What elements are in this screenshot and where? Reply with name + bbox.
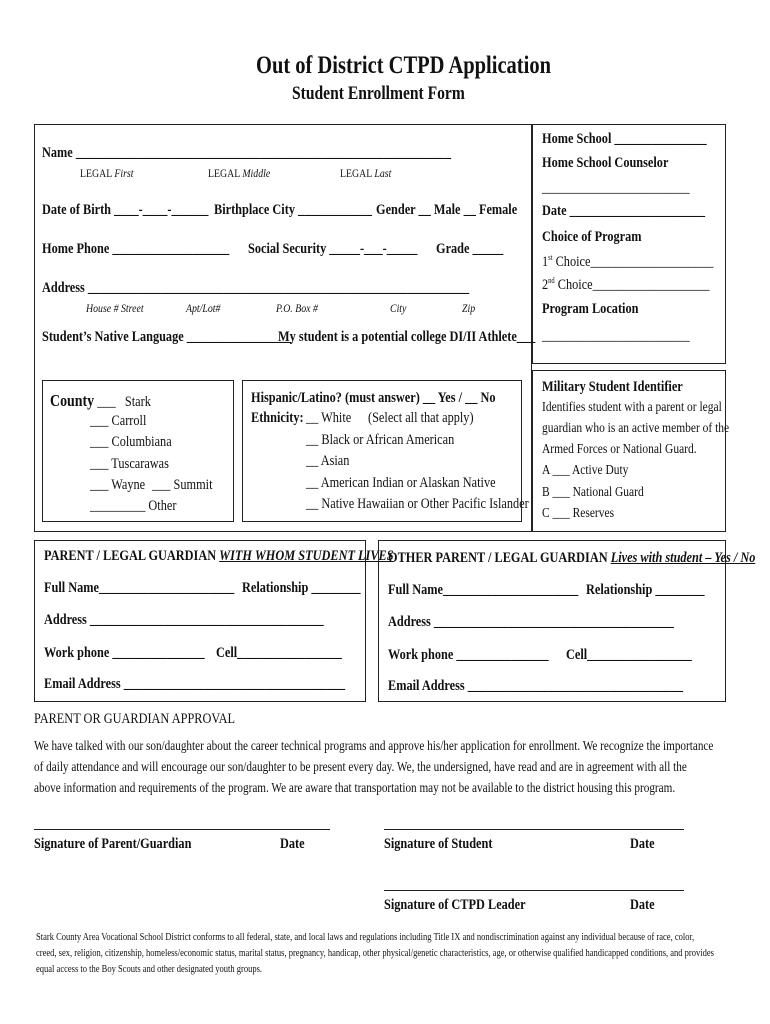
leader-signature-label: Signature of CTPD Leader: [384, 897, 526, 913]
eth-asian[interactable]: __ Asian: [306, 453, 350, 469]
guardian2-relationship[interactable]: Relationship ________: [586, 582, 705, 598]
addr-apt-label: Apt/Lot#: [186, 301, 221, 315]
eth-white[interactable]: __ White: [306, 410, 352, 426]
birthplace-field[interactable]: Birthplace City ____________: [214, 202, 372, 218]
guardian1-relationship[interactable]: Relationship ________: [242, 580, 361, 596]
military-desc-2: guardian who is an active member of the: [542, 421, 730, 436]
county-carroll[interactable]: ___ Carroll: [90, 413, 147, 429]
guardian2-cell[interactable]: Cell_________________: [566, 647, 692, 663]
eth-select-all: (Select all that apply): [368, 410, 474, 426]
dob-field[interactable]: Date of Birth ____-____-______: [42, 202, 209, 218]
native-language-field[interactable]: Student’s Native Language _________________: [42, 329, 292, 345]
leader-signature-line[interactable]: [384, 890, 684, 891]
grade-field[interactable]: Grade _____: [436, 241, 504, 257]
ssn-field[interactable]: Social Security _____-___-_____: [248, 241, 418, 257]
counselor-field[interactable]: ________________________: [542, 180, 690, 196]
page-subtitle: Student Enrollment Form: [292, 83, 465, 104]
parent-date-label: Date: [280, 836, 305, 852]
student-date-label: Date: [630, 836, 655, 852]
eth-native[interactable]: __ American Indian or Alaskan Native: [306, 475, 496, 491]
legal-last-label: LEGAL Last: [340, 166, 392, 180]
addr-zip-label: Zip: [462, 301, 476, 315]
student-signature-line[interactable]: [384, 829, 684, 830]
county-other[interactable]: _________ Other: [90, 498, 177, 514]
guardian2-title: OTHER PARENT / LEGAL GUARDIAN Lives with student – Yes / No: [388, 550, 756, 566]
guardian1-work-phone[interactable]: Work phone _______________: [44, 645, 205, 661]
guardian1-title: PARENT / LEGAL GUARDIAN WITH WHOM STUDENT LIVES: [44, 548, 394, 564]
athlete-field[interactable]: My student is a potential college DI/II Athlete___: [278, 329, 536, 345]
county-columbiana[interactable]: ___ Columbiana: [90, 434, 172, 450]
leader-date-label: Date: [630, 897, 655, 913]
home-school-counselor-label: Home School Counselor: [542, 155, 669, 171]
gender-field[interactable]: Gender __ Male __ Female: [376, 202, 518, 218]
county-tuscarawas[interactable]: ___ Tuscarawas: [90, 456, 169, 472]
home-school-field[interactable]: Home School _______________: [542, 131, 707, 147]
hispanic-field[interactable]: Hispanic/Latino? (must answer) __ Yes / __ No: [251, 390, 496, 406]
eth-black[interactable]: __ Black or African American: [306, 432, 455, 448]
guardian2-full-name[interactable]: Full Name______________________: [388, 582, 579, 598]
choice-of-program-label: Choice of Program: [542, 229, 642, 245]
military-active-duty[interactable]: A ___ Active Duty: [542, 463, 629, 478]
guardian2-address[interactable]: Address _______________________________________: [388, 614, 674, 630]
guardian2-work-phone[interactable]: Work phone _______________: [388, 647, 549, 663]
county-wayne[interactable]: ___ Wayne: [90, 477, 146, 493]
approval-text: We have talked with our son/daughter about the career technical programs and approve his/her application for enrollment. We recognize the importance of daily attendance and will encourage our son/daughter to be present every day. We, the undersigned, have read and are in agreement with all the above information and requirements of the program. We are aware that transportation may not be available to the district housing this program.: [34, 739, 714, 796]
military-desc-1: Identifies student with a parent or legal: [542, 400, 722, 415]
military-national-guard[interactable]: B ___ National Guard: [542, 485, 644, 500]
military-desc-3: Armed Forces or National Guard.: [542, 442, 697, 457]
parent-signature-label: Signature of Parent/Guardian: [34, 836, 192, 852]
addr-po-label: P.O. Box #: [276, 301, 318, 315]
guardian1-address[interactable]: Address ______________________________________: [44, 612, 324, 628]
parent-signature-line[interactable]: [34, 829, 330, 830]
addr-house-label: House # Street: [86, 301, 144, 315]
name-field[interactable]: Name _____________________________________________________________: [42, 145, 451, 161]
sidebar-date-field[interactable]: Date ______________________: [542, 203, 705, 219]
eth-hawaiian[interactable]: __ Native Hawaiian or Other Pacific Islander: [306, 496, 529, 512]
second-choice-field[interactable]: 2nd Choice___________________: [542, 276, 710, 293]
nondiscrimination-footer: Stark County Area Vocational School District conforms to all federal, state, and local laws and regulations including Title IX and nondiscrimination against any individual because of race, color, creed, sex, religion, citizenship, homeless/economic status, marital status, pregnancy, handicap, other physical/genetic characteristics, age, or otherwise qualified handicapped conditions, and provides equal access to the Boy Scouts and other designated youth groups.: [36, 932, 714, 975]
addr-city-label: City: [390, 301, 407, 315]
county-summit[interactable]: ___ Summit: [152, 477, 213, 493]
home-phone-field[interactable]: Home Phone ___________________: [42, 241, 230, 257]
approval-heading: PARENT OR GUARDIAN APPROVAL: [34, 711, 236, 727]
legal-first-label: LEGAL First: [80, 166, 134, 180]
guardian1-email[interactable]: Email Address ____________________________________: [44, 676, 346, 692]
first-choice-field[interactable]: 1st Choice____________________: [542, 253, 714, 270]
program-location-label: Program Location: [542, 301, 639, 317]
guardian1-cell[interactable]: Cell_________________: [216, 645, 342, 661]
guardian2-email[interactable]: Email Address ___________________________________: [388, 678, 683, 694]
military-title: Military Student Identifier: [542, 379, 683, 395]
guardian1-full-name[interactable]: Full Name______________________: [44, 580, 235, 596]
page-title: Out of District CTPD Application: [256, 52, 551, 79]
county-stark[interactable]: County ___ Stark: [50, 391, 151, 410]
ethnicity-label: Ethnicity:: [251, 410, 304, 426]
military-reserves[interactable]: C ___ Reserves: [542, 506, 615, 521]
student-signature-label: Signature of Student: [384, 836, 493, 852]
legal-middle-label: LEGAL Middle: [208, 166, 271, 180]
program-location-field[interactable]: ________________________: [542, 328, 690, 344]
address-field[interactable]: Address ______________________________________________________________: [42, 280, 470, 296]
